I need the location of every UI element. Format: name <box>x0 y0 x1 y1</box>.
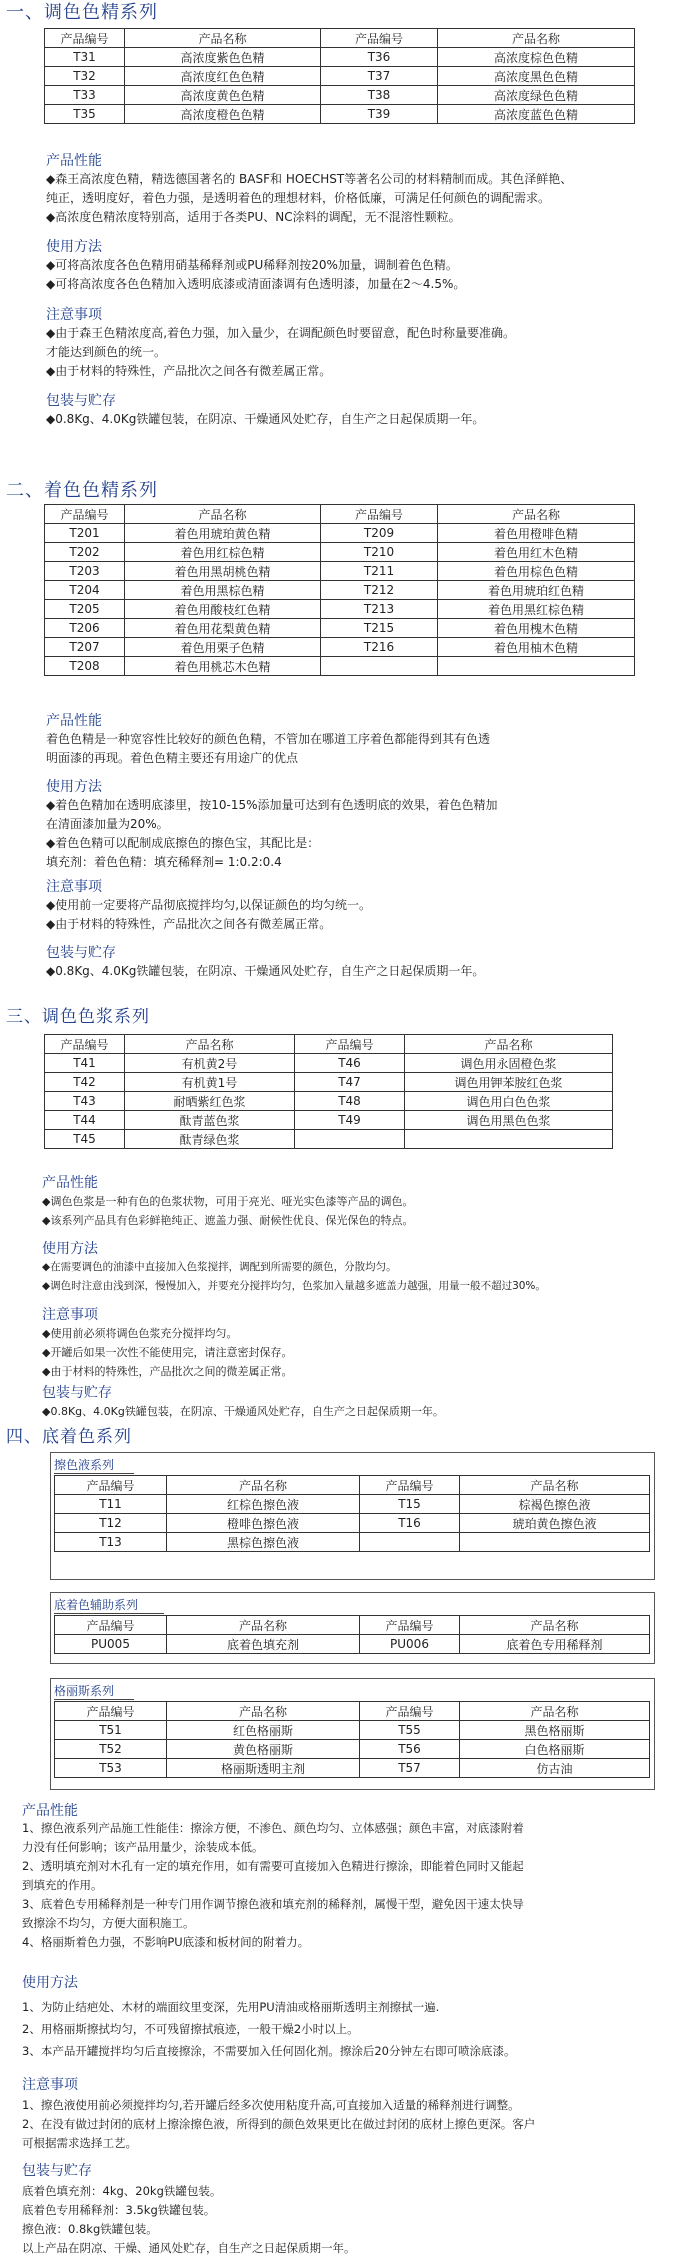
table-cell: PU005 <box>55 1635 167 1654</box>
table-cell: T53 <box>55 1759 167 1778</box>
performance-text <box>46 170 671 227</box>
text-line: ◆该系列产品具有色彩鲜艳纯正、遮盖力强、耐候性优良、保光保色的特点。 <box>42 1214 414 1227</box>
table-cell: 高浓度黄色色精 <box>125 86 321 105</box>
text-line: ◆可将高浓度各色色精用硝基稀释剂或PU稀释剂按20%加量，调制着色色精。 <box>46 258 458 272</box>
table-row <box>55 1533 650 1552</box>
table-cell: 着色用桃芯木色精 <box>125 657 321 676</box>
text-line: 2、透明填充剂对木孔有一定的填充作用，如有需要可直接加入色精进行擦涂，即能着色同时又能起 <box>22 1859 524 1873</box>
packaging-heading: 包装与贮存 <box>42 1385 112 1401</box>
table-cell: T39 <box>321 105 438 124</box>
section-3-title: 三、调色色浆系列 <box>6 1007 150 1027</box>
table-cell: T204 <box>45 581 125 600</box>
table-cell: 着色用花梨黄色精 <box>125 619 321 638</box>
text-line: 1、擦色液使用前必须搅拌均匀,若开罐后经多次使用粘度升高,可直接加入适量的稀释剂进行调整。 <box>22 2098 520 2112</box>
col-header: 产品编号 <box>360 1702 460 1721</box>
table-cell: 高浓度绿色色精 <box>438 86 635 105</box>
table-cell: T36 <box>321 48 438 67</box>
text-line: ◆由于材料的特殊性，产品批次之间的微差属正常。 <box>42 1365 293 1378</box>
col-header: 产品编号 <box>360 1476 460 1495</box>
col-header: 产品编号 <box>321 505 438 524</box>
table-cell: 调色用永固橙色浆 <box>405 1054 613 1073</box>
text-line: 4、格丽斯着色力强，不影响PU底漆和板材间的附着力。 <box>22 1935 310 1949</box>
product-table-1 <box>44 28 635 124</box>
table-row <box>55 1635 650 1654</box>
usage-heading: 使用方法 <box>46 779 102 795</box>
table-header <box>55 1702 650 1721</box>
table-cell: T201 <box>45 524 125 543</box>
table-cell: 高浓度红色色精 <box>125 67 321 86</box>
table-header <box>45 1035 613 1054</box>
table-cell: 有机黄1号 <box>125 1073 295 1092</box>
table-cell: 红色格丽斯 <box>167 1721 360 1740</box>
text-line: 明面漆的再现。着色色精主要还有用途广的优点 <box>46 751 299 765</box>
table-cell: T31 <box>45 48 125 67</box>
usage-text <box>46 256 671 294</box>
table-cell: 着色用栗子色精 <box>125 638 321 657</box>
table-cell: T203 <box>45 562 125 581</box>
col-header: 产品编号 <box>321 29 438 48</box>
packaging-text: ◆0.8Kg、4.0Kg铁罐包装，在阴凉、干燥通风处贮存，自生产之日起保质期一年。 <box>42 1405 444 1418</box>
table-cell: 底着色填充剂 <box>167 1635 360 1654</box>
performance-heading: 产品性能 <box>46 153 102 169</box>
auxiliary-box <box>50 1592 655 1664</box>
table-cell: T206 <box>45 619 125 638</box>
section-1-title: 一、调色色精系列 <box>6 2 158 23</box>
notes-heading: 注意事项 <box>46 879 102 895</box>
text-line: 着色色精是一种宽容性比较好的颜色色精，不管加在哪道工序着色都能得到其有色透 <box>46 732 491 746</box>
table-header <box>45 29 635 48</box>
table-cell: T57 <box>360 1759 460 1778</box>
table-cell: T13 <box>55 1533 167 1552</box>
table-row <box>45 1054 613 1073</box>
divider <box>54 1613 164 1614</box>
text-line: ◆开罐后如果一次性不能使用完，请注意密封保存。 <box>42 1346 293 1359</box>
table-row <box>45 638 635 657</box>
table-cell: 着色用红棕色精 <box>125 543 321 562</box>
table-row <box>55 1759 650 1778</box>
table-cell: T210 <box>321 543 438 562</box>
text-line: ◆可将高浓度各色色精加入透明底漆或清面漆调有色透明漆，加量在2～4.5%。 <box>46 277 466 291</box>
table-cell: 高浓度橙色色精 <box>125 105 321 124</box>
notes-text <box>22 2096 677 2153</box>
product-table-2 <box>44 504 635 676</box>
text-line: ◆由于材料的特殊性，产品批次之间各有微差属正常。 <box>46 364 332 378</box>
performance-heading: 产品性能 <box>42 1175 98 1191</box>
col-header: 产品编号 <box>55 1702 167 1721</box>
text-line: ◆高浓度色精浓度特别高，适用于各类PU、NC涂料的调配，无不混溶性颗粒。 <box>46 210 461 224</box>
packaging-text <box>22 2182 677 2258</box>
notes-text <box>42 1324 672 1381</box>
table-cell: T12 <box>55 1514 167 1533</box>
text-line: 1、为防止结疤处、木材的端面纹里变深，先用PU清油或格丽斯透明主剂擦拭一遍. <box>22 2000 440 2014</box>
table-cell: 着色用柚木色精 <box>438 638 635 657</box>
table-cell: 调色用钾苯胺红色浆 <box>405 1073 613 1092</box>
packaging-heading: 包装与贮存 <box>22 2163 92 2179</box>
text-line: 到填充的作用。 <box>22 1878 103 1892</box>
text-line: ◆调色色浆是一种有色的色浆状物，可用于亮光、哑光实色漆等产品的调色。 <box>42 1195 414 1208</box>
table-cell: T46 <box>295 1054 405 1073</box>
table-row <box>45 524 635 543</box>
notes-text <box>46 896 671 934</box>
text-line: 才能达到颜色的统一。 <box>46 345 167 359</box>
table-cell: 调色用黑色色浆 <box>405 1111 613 1130</box>
col-header: 产品名称 <box>125 29 321 48</box>
table-cell: 着色用黑棕色精 <box>125 581 321 600</box>
table-cell: T33 <box>45 86 125 105</box>
table-row <box>45 1130 613 1149</box>
table-cell: 着色用橙啡色精 <box>438 524 635 543</box>
product-table-4a <box>54 1475 650 1552</box>
usage-heading: 使用方法 <box>46 239 102 255</box>
table-cell: 琥珀黄色擦色液 <box>460 1514 650 1533</box>
table-cell: T43 <box>45 1092 125 1111</box>
table-cell: T208 <box>45 657 125 676</box>
table-cell: 红棕色擦色液 <box>167 1495 360 1514</box>
box-title: 格丽斯系列 <box>54 1684 115 1698</box>
table-cell: T37 <box>321 67 438 86</box>
performance-text <box>42 1192 672 1230</box>
col-header: 产品编号 <box>45 505 125 524</box>
table-cell: 白色格丽斯 <box>460 1740 650 1759</box>
product-table-4c <box>54 1701 650 1778</box>
col-header: 产品编号 <box>360 1616 460 1635</box>
usage-heading: 使用方法 <box>42 1241 98 1257</box>
table-cell: T51 <box>55 1721 167 1740</box>
table-cell: 高浓度紫色色精 <box>125 48 321 67</box>
usage-heading: 使用方法 <box>22 1975 78 1991</box>
table-cell: T11 <box>55 1495 167 1514</box>
table-cell: 高浓度蓝色色精 <box>438 105 635 124</box>
table-cell: 底着色专用稀释剂 <box>460 1635 650 1654</box>
text-line: 可根据需求选择工艺。 <box>22 2136 137 2150</box>
product-table-4b <box>54 1615 650 1654</box>
table-cell: 着色用琥珀黄色精 <box>125 524 321 543</box>
table-cell: T42 <box>45 1073 125 1092</box>
col-header: 产品名称 <box>125 1035 295 1054</box>
table-cell: T32 <box>45 67 125 86</box>
col-header: 产品编号 <box>55 1616 167 1635</box>
col-header: 产品名称 <box>460 1702 650 1721</box>
usage-text <box>46 796 671 872</box>
text-line: 致擦涂不均匀，方便大面积施工。 <box>22 1916 195 1930</box>
table-row <box>45 600 635 619</box>
col-header: 产品名称 <box>460 1476 650 1495</box>
text-line: 3、本产品开罐搅拌均匀后直接擦涂，不需要加入任何固化剂。擦涂后20分钟左右即可喷涂底漆。 <box>22 2044 516 2058</box>
table-cell: T41 <box>45 1054 125 1073</box>
text-line: ◆由于材料的特殊性，产品批次之间各有微差属正常。 <box>46 917 332 931</box>
table-cell: T212 <box>321 581 438 600</box>
table-cell: 着色用黑胡桃色精 <box>125 562 321 581</box>
table-cell: 着色用棕色色精 <box>438 562 635 581</box>
table-cell <box>460 1533 650 1552</box>
text-line: ◆着色色精加在透明底漆里，按10-15%添加量可达到有色透明底的效果，着色色精加 <box>46 798 498 812</box>
table-row <box>45 48 635 67</box>
wiping-stain-box <box>50 1452 655 1580</box>
table-header <box>55 1476 650 1495</box>
table-cell: T213 <box>321 600 438 619</box>
col-header: 产品名称 <box>125 505 321 524</box>
table-cell: T205 <box>45 600 125 619</box>
table-cell: 酞青蓝色浆 <box>125 1111 295 1130</box>
table-cell: 调色用白色色浆 <box>405 1092 613 1111</box>
text-line: 2、在没有做过封闭的底材上擦涂擦色液，所得到的颜色效果更比在做过封闭的底材上擦色更深。客户 <box>22 2117 536 2131</box>
col-header: 产品名称 <box>167 1702 360 1721</box>
col-header: 产品编号 <box>45 29 125 48</box>
packaging-heading: 包装与贮存 <box>46 393 116 409</box>
glaze-box <box>50 1678 655 1790</box>
table-header <box>45 505 635 524</box>
divider <box>54 1699 134 1700</box>
table-cell: T16 <box>360 1514 460 1533</box>
table-header <box>55 1616 650 1635</box>
section-2-title: 二、着色色精系列 <box>6 480 158 501</box>
box-title: 擦色液系列 <box>54 1458 115 1472</box>
notes-heading: 注意事项 <box>22 2077 78 2093</box>
text-line: 以上产品在阴凉、干燥、通风处贮存，自生产之日起保质期一年。 <box>22 2241 356 2255</box>
table-cell: T49 <box>295 1111 405 1130</box>
table-cell <box>295 1130 405 1149</box>
table-cell: T55 <box>360 1721 460 1740</box>
table-cell: 棕褐色擦色液 <box>460 1495 650 1514</box>
table-cell <box>360 1533 460 1552</box>
text-line: ◆着色色精可以配制成底擦色的擦色宝，其配比是： <box>46 836 320 850</box>
table-cell: 仿古油 <box>460 1759 650 1778</box>
table-row <box>45 1111 613 1130</box>
table-cell <box>438 657 635 676</box>
col-header: 产品名称 <box>167 1616 360 1635</box>
text-line: ◆森王高浓度色精，精选德国著名的 BASF和 HOECHST等著名公司的材料精制而成。其色泽鲜艳、 <box>46 172 573 186</box>
table-cell: 黄色格丽斯 <box>167 1740 360 1759</box>
performance-heading: 产品性能 <box>46 713 102 729</box>
table-row <box>45 105 635 124</box>
table-cell: 着色用槐木色精 <box>438 619 635 638</box>
section-4-title: 四、底着色系列 <box>6 1427 132 1447</box>
table-row <box>45 543 635 562</box>
table-row <box>45 86 635 105</box>
table-cell: T56 <box>360 1740 460 1759</box>
table-row <box>55 1740 650 1759</box>
table-cell: 黑棕色擦色液 <box>167 1533 360 1552</box>
text-line: ◆调色时注意由浅到深，慢慢加入，并要充分搅拌均匀，色浆加入量越多遮盖力越强，用量一般不超过30%。 <box>42 1280 546 1292</box>
performance-heading: 产品性能 <box>22 1803 78 1819</box>
table-cell: T216 <box>321 638 438 657</box>
table-cell: T52 <box>55 1740 167 1759</box>
text-line: 2、用格丽斯擦拭均匀，不可残留擦拭痕迹，一般干燥2小时以上。 <box>22 2022 359 2036</box>
notes-heading: 注意事项 <box>42 1307 98 1323</box>
col-header: 产品编号 <box>45 1035 125 1054</box>
performance-text <box>22 1819 672 1952</box>
table-cell <box>321 657 438 676</box>
table-cell: 高浓度棕色色精 <box>438 48 635 67</box>
table-cell: 着色用琥珀红色精 <box>438 581 635 600</box>
table-row <box>55 1721 650 1740</box>
text-line: 擦色液：0.8kg铁罐包装。 <box>22 2222 158 2236</box>
col-header: 产品编号 <box>55 1476 167 1495</box>
col-header: 产品名称 <box>405 1035 613 1054</box>
text-line: 纯正，透明度好，着色力强，是透明着色的理想材料，价格低廉，可满足任何颜色的调配需求。 <box>46 191 551 205</box>
col-header: 产品名称 <box>460 1616 650 1635</box>
box-title: 底着色辅助系列 <box>54 1598 139 1612</box>
text-line: ◆使用前一定要将产品彻底搅拌均匀,以保证颜色的均匀统一。 <box>46 898 372 912</box>
divider <box>54 1473 134 1474</box>
col-header: 产品编号 <box>295 1035 405 1054</box>
table-row <box>45 619 635 638</box>
table-row <box>45 1073 613 1092</box>
table-cell: 格丽斯透明主剂 <box>167 1759 360 1778</box>
table-cell: T45 <box>45 1130 125 1149</box>
table-cell: T202 <box>45 543 125 562</box>
table-cell: 着色用酸枝红色精 <box>125 600 321 619</box>
table-cell: T38 <box>321 86 438 105</box>
table-row <box>45 1092 613 1111</box>
text-line: ◆由于森王色精浓度高,着色力强，加入量少，在调配颜色时要留意，配色时称量要准确。 <box>46 326 516 340</box>
table-cell: 着色用红木色精 <box>438 543 635 562</box>
table-row <box>45 657 635 676</box>
col-header: 产品名称 <box>438 505 635 524</box>
table-cell: 着色用黑红棕色精 <box>438 600 635 619</box>
usage-text <box>42 1258 678 1296</box>
usage-text <box>22 1996 677 2062</box>
text-line: ◆在需要调色的油漆中直接加入色浆搅拌，调配到所需要的颜色，分散均匀。 <box>42 1261 397 1273</box>
table-cell: T48 <box>295 1092 405 1111</box>
table-cell: 有机黄2号 <box>125 1054 295 1073</box>
table-cell: T15 <box>360 1495 460 1514</box>
notes-text <box>46 324 671 381</box>
table-cell: T47 <box>295 1073 405 1092</box>
table-cell: T215 <box>321 619 438 638</box>
table-cell: T209 <box>321 524 438 543</box>
packaging-heading: 包装与贮存 <box>46 945 116 961</box>
table-row <box>45 581 635 600</box>
text-line: 力没有任何影响；该产品用量少，涂装成本低。 <box>22 1840 264 1854</box>
table-cell: 黑色格丽斯 <box>460 1721 650 1740</box>
performance-text <box>46 730 671 768</box>
col-header: 产品名称 <box>438 29 635 48</box>
col-header: 产品名称 <box>167 1476 360 1495</box>
table-cell: 酞青绿色浆 <box>125 1130 295 1149</box>
product-table-3 <box>44 1034 613 1149</box>
text-line: 底着色填充剂：4kg、20kg铁罐包装。 <box>22 2184 222 2198</box>
table-row <box>45 67 635 86</box>
text-line: ◆使用前必须将调色色浆充分搅拌均匀。 <box>42 1327 238 1340</box>
table-cell: T207 <box>45 638 125 657</box>
notes-heading: 注意事项 <box>46 307 102 323</box>
text-line: 在清面漆加量为20%。 <box>46 817 169 831</box>
table-cell: T211 <box>321 562 438 581</box>
table-cell: T35 <box>45 105 125 124</box>
packaging-text: ◆0.8Kg、4.0Kg铁罐包装，在阴凉、干燥通风处贮存，自生产之日起保质期一年。 <box>46 412 485 426</box>
table-row <box>55 1495 650 1514</box>
table-cell <box>405 1130 613 1149</box>
text-line: 3、底着色专用稀释剂是一种专门用作调节擦色液和填充剂的稀释剂，属慢干型，避免因干速太快导 <box>22 1897 524 1911</box>
text-line: 1、擦色液系列产品施工性能佳：擦涂方便，不渗色、颜色均匀、立体感强；颜色丰富，对底漆附着 <box>22 1821 524 1835</box>
table-cell: 高浓度黑色色精 <box>438 67 635 86</box>
table-row <box>45 562 635 581</box>
table-cell: T44 <box>45 1111 125 1130</box>
packaging-text: ◆0.8Kg、4.0Kg铁罐包装，在阴凉、干燥通风处贮存，自生产之日起保质期一年。 <box>46 964 485 978</box>
table-cell: 耐晒紫红色浆 <box>125 1092 295 1111</box>
table-cell: 橙啡色擦色液 <box>167 1514 360 1533</box>
text-line: 底着色专用稀释剂：3.5kg铁罐包装。 <box>22 2203 216 2217</box>
text-line: 填充剂：着色色精：填充稀释剂= 1:0.2:0.4 <box>46 855 282 869</box>
table-cell: PU006 <box>360 1635 460 1654</box>
table-row <box>55 1514 650 1533</box>
